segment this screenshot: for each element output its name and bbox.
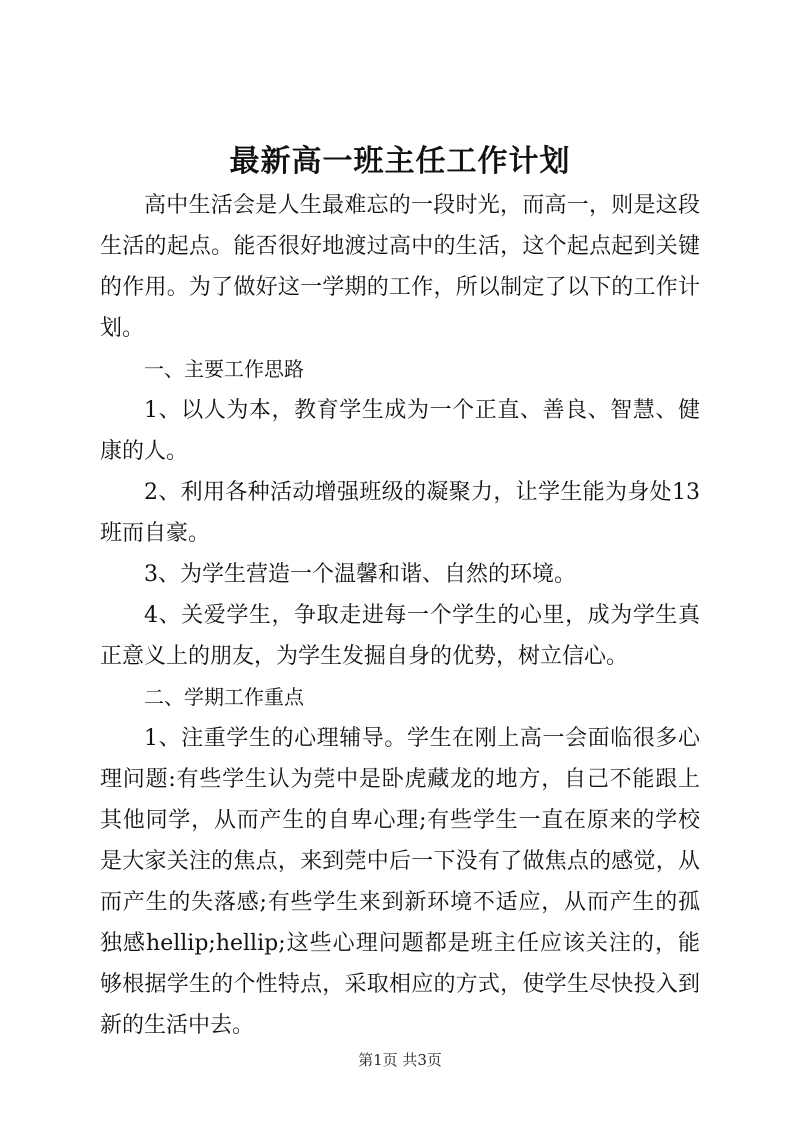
intro-paragraph: 高中生活会是人生最难忘的一段时光，而高一，则是这段生活的起点。能否很好地渡过高中的生活，这个起点起到关键的作用。为了做好这一学期的工作，所以制定了以下的工作计划。 [100, 193, 700, 341]
section-heading-key-points: 二、学期工作重点 [144, 685, 304, 709]
page-number-footer: 第1页 共3页 [358, 1051, 442, 1069]
document-body [100, 185, 700, 1046]
list-item: 1、以人为本，教育学生成为一个正直、善良、智慧、健康的人。 [100, 398, 700, 464]
list-item: 4、关爱学生，争取走进每一个学生的心里，成为学生真正意义上的朋友，为学生发掘自身的优势，树立信心。 [100, 603, 700, 669]
list-item: 2、利用各种活动增强班级的凝聚力，让学生能为身处13班而自豪。 [100, 480, 700, 546]
list-item: 1、注重学生的心理辅导。学生在刚上高一会面临很多心理问题:有些学生认为莞中是卧虎藏龙的地方，自己不能跟上其他同学，从而产生的自卑心理;有些学生一直在原来的学校是大家关注的焦点，来到莞中后一下没有了做焦点的感觉，从而产生的失落感;有些学生来到新环境不适应，从而产生的孤独感hellip;hellip;这些心理问题都是班主任应该关注的，能够根据学生的个性特点，采取相应的方式，使学生尽快投入到新的生活中去。 [100, 726, 700, 1038]
document-title: 最新高一班主任工作计划 [229, 144, 571, 179]
list-item: 3、为学生营造一个温馨和谐、自然的环境。 [144, 562, 576, 587]
section-heading-work-ideas: 一、主要工作思路 [144, 357, 304, 381]
